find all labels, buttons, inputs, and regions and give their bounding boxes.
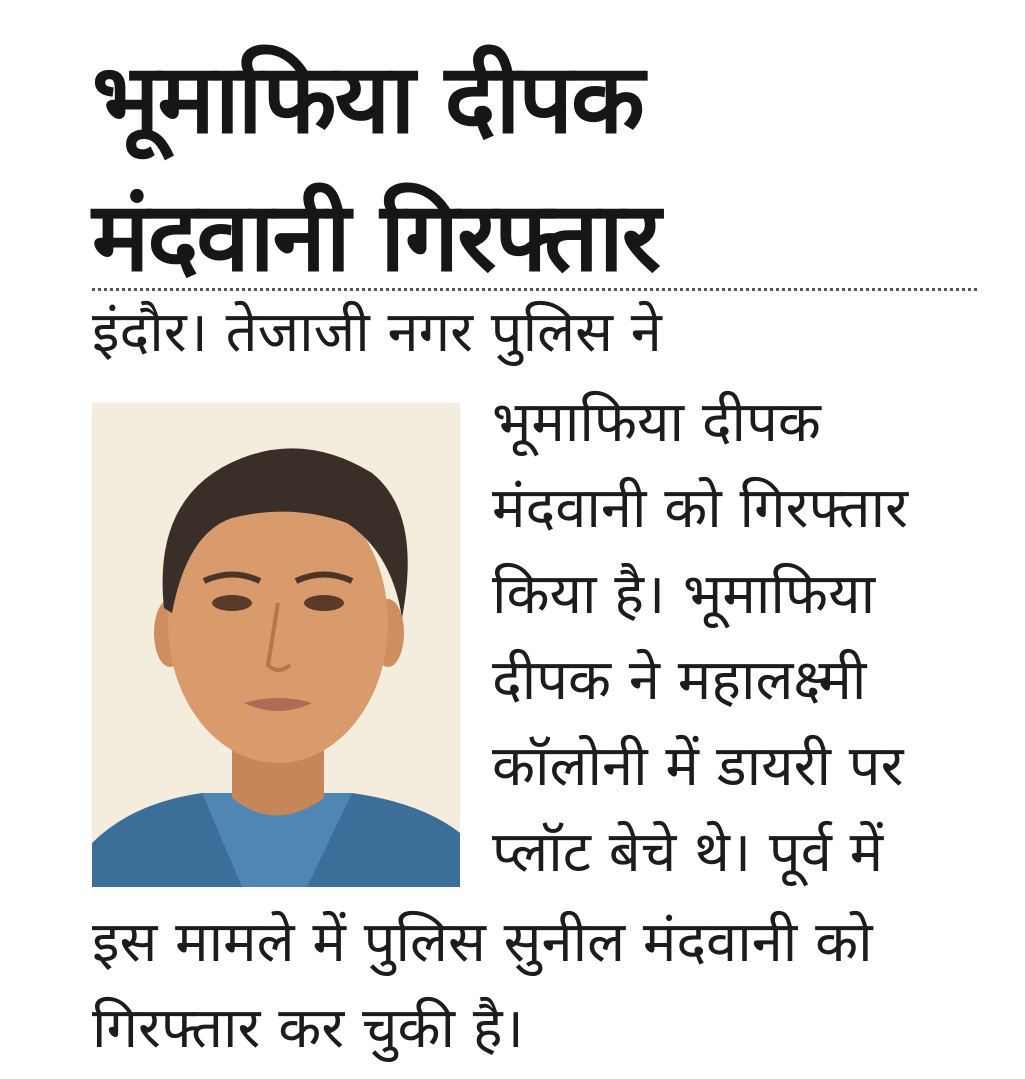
headline xyxy=(92,30,992,306)
column-line-6: प्लॉट बेचे थे। पूर्व में xyxy=(492,820,884,885)
lead-line: इंदौर। तेजाजी नगर पुलिस ने xyxy=(92,300,662,365)
portrait-illustration xyxy=(92,403,460,887)
headline-line-1: भूमाफिया दीपक xyxy=(92,43,643,155)
column-line-3: किया है। भूमाफिया xyxy=(492,562,876,627)
column-line-5: कॉलोनी में डायरी पर xyxy=(492,734,904,799)
full-line-2: गिरफ्तार कर चुकी है। xyxy=(92,996,524,1061)
portrait-photo xyxy=(92,403,460,887)
headline-line-2: मंदवानी गिरफ्तार xyxy=(92,181,659,293)
column-line-2: मंदवानी को गिरफ्तार xyxy=(492,476,909,541)
full-line-1: इस मामले में पुलिस सुनील मंदवानी को xyxy=(92,910,873,975)
column-line-4: दीपक ने महालक्ष्मी xyxy=(492,648,867,713)
column-line-1: भूमाफिया दीपक xyxy=(492,390,821,455)
